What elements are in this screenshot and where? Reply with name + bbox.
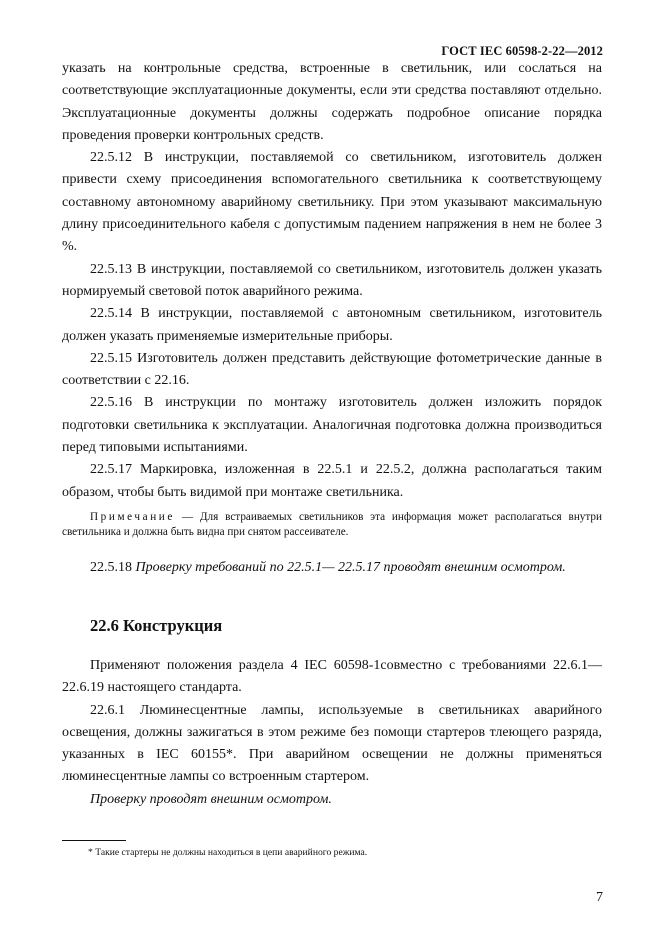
paragraph-continuation: указать на контрольные средства, встроенные в светильник, или сослаться на соответствующие эксплуатационные документы, если эти средства поставляют отдельно. Эксплуатационные документы должны содержать подробное описание порядка проведения проверки контрольных средств.: [62, 61, 602, 143]
paragraph-22-5-15: 22.5.15 Изготовитель должен представить действующие фотометрические данные в соответствии с 22.16.: [62, 350, 602, 389]
section-title: 22.6 Конструкция: [90, 615, 223, 635]
paragraph-22-5-18: [62, 557, 602, 579]
check-text: Проверку требований по 22.5.1— 22.5.17 проводят внешним осмотром.: [135, 559, 566, 575]
paragraph-22-5-17: 22.5.17 Маркировка, изложенная в 22.5.1 и 22.5.2, должна располагаться таким образом, чтобы быть видимой при монтаже светильника.: [62, 462, 602, 500]
check-number: 22.5.18: [90, 559, 132, 575]
page-number: 7: [596, 890, 603, 905]
paragraph-22-6-1: 22.6.1 Люминесцентные лампы, используемые в светильниках аварийного освещения, должны зажигаться в этом режиме без помощи стартеров тлеющего разряда, указанных в IEC 60155*. При аварийном освещении не должны применяться люминесцентные лампы со встроенным стартером.: [62, 702, 602, 785]
note: [62, 510, 602, 540]
paragraph-22-5-13: 22.5.13 В инструкции, поставляемой со светильником, изготовитель должен указать нормируемый световой поток аварийного режима.: [62, 261, 602, 299]
section-intro: Применяют положения раздела 4 IEC 60598-1совместно с требованиями 22.6.1—22.6.19 настоящего стандарта.: [62, 657, 602, 696]
footnote: * Такие стартеры не должны находиться в цепи аварийного режима.: [88, 847, 368, 858]
note-text: — Для встраиваемых светильников эта информация может располагаться внутри светильника и должна быть видна при снятом рассеивателе.: [62, 510, 603, 538]
paragraph-22-5-12: 22.5.12 В инструкции, поставляемой со светильником, изготовитель должен привести схему присоединения вспомогательного светильника к соответствующему составному автономному аварийному светильнику. При этом указывают максимальную длину присоединительного кабеля с допустимым падением напряжения в нем не более 3 %.: [62, 150, 602, 255]
note-label: Примечание: [90, 510, 175, 523]
footnote-divider: [62, 840, 126, 841]
standard-header: ГОСТ IEC 60598-2-22—2012: [441, 44, 603, 58]
paragraph-22-5-16: 22.5.16 В инструкции по монтажу изготовитель должен изложить порядок подготовки светильника к эксплуатации. Аналогичная подготовка должна производиться перед типовыми испытаниями.: [62, 395, 602, 456]
paragraph-22-5-14: 22.5.14 В инструкции, поставляемой с автономным светильником, изготовитель должен указать применяемые измерительные приборы.: [62, 306, 602, 344]
section-check: Проверку проводят внешним осмотром.: [90, 791, 332, 807]
document-body: [62, 58, 602, 811]
